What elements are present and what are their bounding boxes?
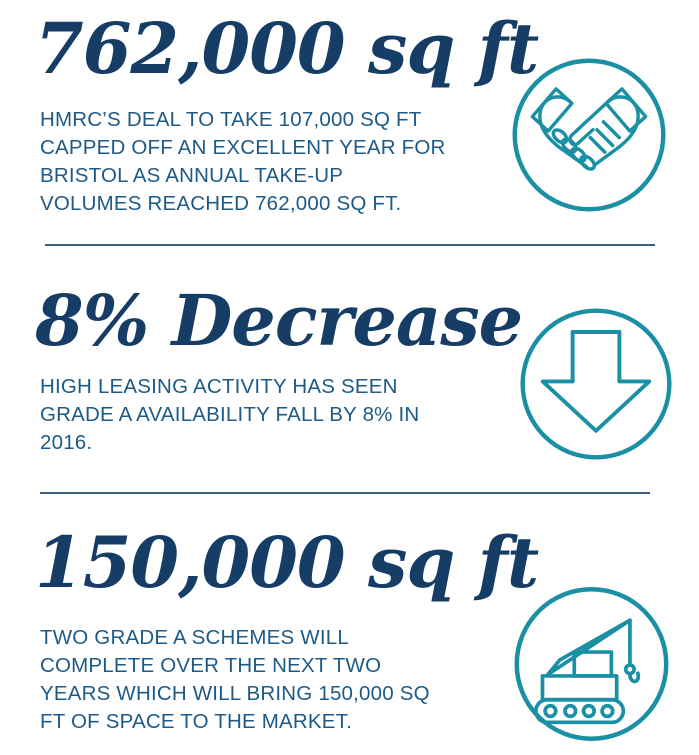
decrease-headline: 8% Decrease [35,279,523,362]
text-line: COMPLETE OVER THE NEXT TWO [40,654,382,677]
takeup-headline: 762,000 sq ft [35,7,539,90]
text-line: TWO GRADE A SCHEMES WILL [40,626,349,649]
text-line: HIGH LEASING ACTIVITY HAS SEEN [40,375,398,398]
text-line: GRADE A AVAILABILITY FALL BY 8% IN [40,403,420,426]
handshake-icon [510,55,668,215]
pipeline-description [40,624,430,736]
decrease-description [40,373,419,457]
takeup-description [40,106,446,218]
text-line: BRISTOL AS ANNUAL TAKE-UP [40,164,344,187]
arrow-down-icon [518,305,674,463]
text-line: CAPPED OFF AN EXCELLENT YEAR FOR [40,136,446,159]
text-line: 2016. [40,431,93,454]
crane-icon [512,584,671,744]
text-line: FT OF SPACE TO THE MARKET. [40,710,352,733]
text-line: VOLUMES REACHED 762,000 SQ FT. [40,192,402,215]
section-divider [45,244,655,246]
section-divider [40,492,650,494]
pipeline-headline: 150,000 sq ft [35,521,539,604]
text-line: HMRC’S DEAL TO TAKE 107,000 SQ FT [40,108,422,131]
text-line: YEARS WHICH WILL BRING 150,000 SQ [40,682,430,705]
